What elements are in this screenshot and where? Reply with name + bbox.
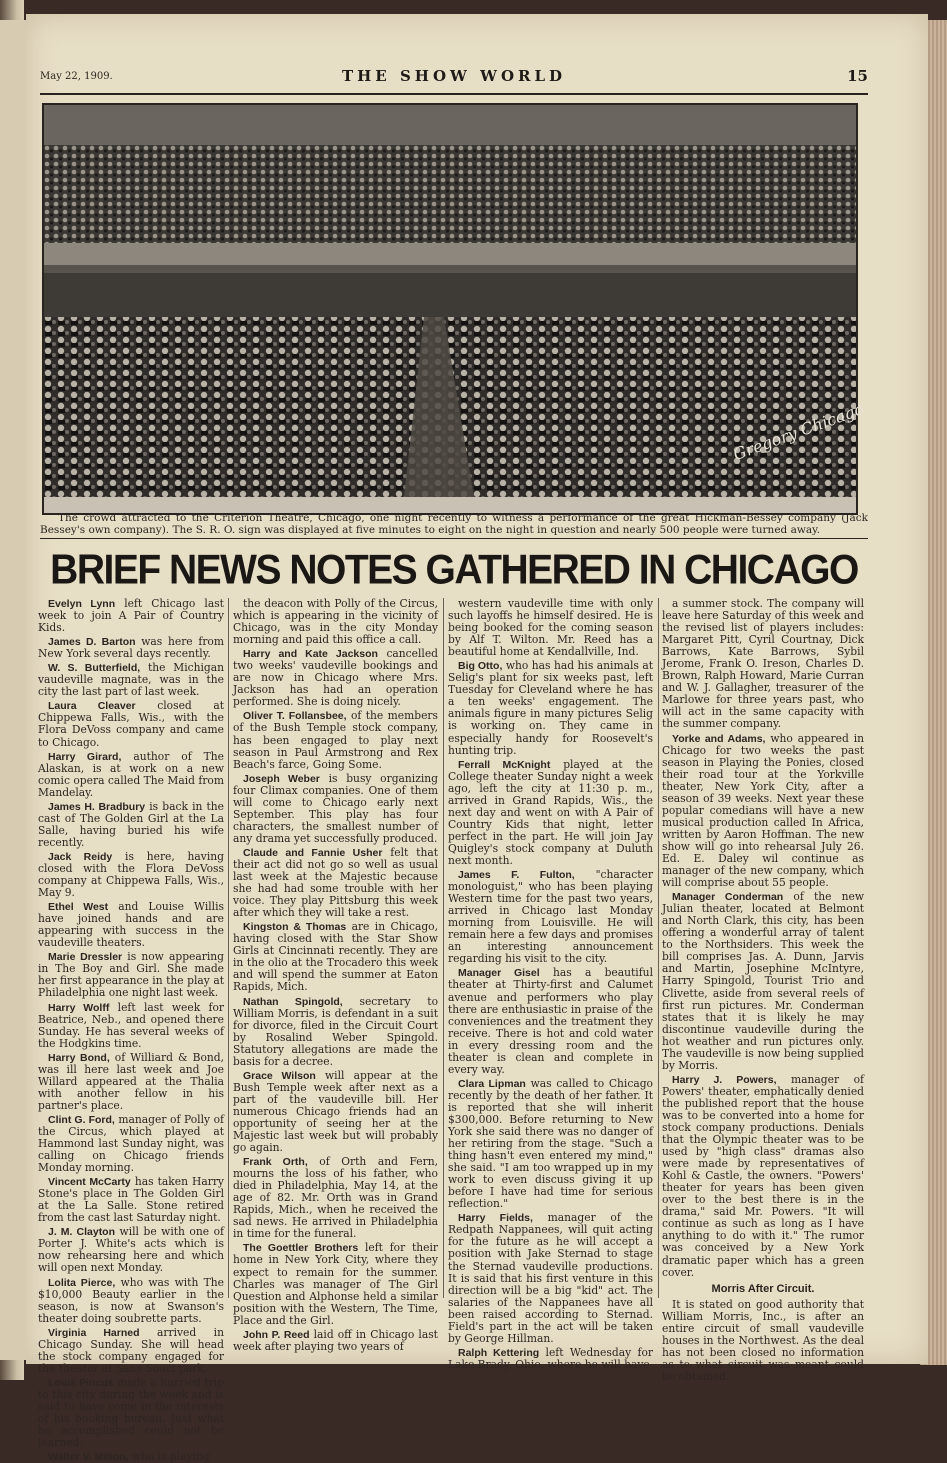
masthead-title: THE SHOW WORLD (341, 67, 567, 85)
news-item (233, 710, 438, 770)
news-item-text: has taken Harry Stone's place in The Golden Girl at the La Salle. Stone retired from the cast last Saturday night. (38, 1175, 224, 1225)
news-item-name: John P. Reed (243, 1328, 310, 1341)
news-item-text: will appear at the Bush Temple week after next as a part of the vaudeville bill. Her numerous Chicago friends had an opportunity of seeing her at the Majestic last week but will probably go again. (233, 1068, 439, 1155)
news-item (38, 851, 224, 899)
news-item-name: Manager Conderman (672, 891, 784, 904)
news-item-name: James H. Bradbury (48, 800, 146, 813)
news-item (38, 1377, 224, 1449)
news-item-text: manager of Powers' theater, emphatically denied the published report that the house was to be converted into a home for stock company productions. Denials that the Olympic theater was to be used by "high class" dramas also were made by representatives of Kohl & Castle, the owners. "Powers' theater for years has been given over to the best there is in the drama," said Mr. Powers. "It will continue as such as long as I have anything to do with it." The rumor was conceived by a New York dramatic paper which has a green cover. (662, 1072, 864, 1279)
news-item-name: W. S. Butterfield, (48, 662, 141, 675)
column-rule (228, 598, 229, 1298)
news-item-name: Harry Bond, (48, 1051, 110, 1064)
news-item-text: made a hurried trip to this city during the week and is said to have come in the interests of his booking bureau. Just what he accomplished could not be learned. (38, 1375, 224, 1450)
news-column-2 (233, 597, 439, 1353)
news-item-name: James F. Fulton, (458, 869, 575, 882)
news-item-name: Frank Orth, (243, 1156, 308, 1169)
news-item (38, 1451, 224, 1463)
photo-caption: The crowd attracted to the Criterion Theatre, Chicago, one night recently to witness a performance of the great Hickman-Bessey company (Jack Bessey's own company). The S. R. O. sign was displayed at five minutes to eight on the night in question and nearly 500 people were turned away. (40, 512, 868, 536)
news-item (662, 598, 864, 731)
news-item-name: Harry and Kate Jackson (243, 648, 378, 661)
news-item-name: Harry Fields, (458, 1212, 533, 1225)
news-item-text: author of The Alaskan, is at work on a new comic opera called The Maid from Mandelay. (38, 749, 224, 799)
news-item-name: Harry J. Powers, (672, 1073, 777, 1086)
news-item-name: Big Otto, (458, 660, 503, 673)
news-item (233, 1242, 438, 1326)
news-item (233, 1070, 438, 1154)
news-item-name: Manager Gisel (458, 967, 540, 980)
news-item (448, 598, 653, 658)
news-item-name: Ethel West (48, 901, 109, 914)
news-column-4 (662, 597, 865, 1383)
news-item (448, 869, 653, 965)
news-item-text: who appeared in Chicago for two weeks the past season in Playing the Ponies, closed their road tour at the Yorkville theater, New York City, after a season of 39 weeks. Next year these popular comedians will have a new musical production called In Africa, written by Aaron Hoffman. The new show will go into rehearsal July 26. Ed. E. Daley wil continue as manager of the new company, which will comprise about 55 people. (662, 731, 864, 890)
news-item (38, 700, 224, 748)
news-item-text: was here from New York several days recently. (38, 635, 224, 661)
news-item-text: manager of the Redpath Nappanees, will quit acting for the future as he will accept a position with Jake Sternad to stage the Sternad vaudeville productions. It is said that his first venture in this direction will be a big "kid" act. The salaries of the Nappanees have all been raised according to Sternad. Field's part in the act will be taken by George Hillman. (448, 1211, 653, 1345)
news-item-text: left last week for Beatrice, Neb., and opened there Sunday. He has several weeks of the Hodgkins time. (38, 1000, 224, 1050)
theater-crowd-photo (42, 103, 867, 515)
page-number: 15 (847, 67, 868, 85)
news-item-text: who has had his animals at Selig's plant for six weeks past, left Tuesday for Cleveland where he has a ten weeks' engagement. The animals figure in many pictures Selig is working on. They came in especially handy for Roosevelt's hunting trip. (448, 659, 653, 757)
news-item-name: Oliver T. Follansbee, (243, 710, 347, 723)
news-item (38, 951, 224, 999)
news-item (448, 1078, 653, 1211)
news-item-text: "character monologuist," who has been playing Western time for the past two years, arrived in Chicago last Monday morning from Louisville. He will remain here a few days and promises an interesting announcement regarding his visit to the city. (448, 868, 653, 966)
news-item-name: Joseph Weber (243, 772, 320, 785)
news-item-name: Vincent McCarty (48, 1176, 131, 1189)
header-rule (40, 93, 868, 95)
news-item (38, 1277, 224, 1325)
news-column-3 (448, 597, 653, 1371)
news-item-text: has a beautiful theater at Thirty-first and Calumet avenue and performers who play there are enthusiastic in praise of the conveniences and the treatment they receive. There is hot and cold water in every dressing room and the theater is clean and complete in every way. (448, 966, 653, 1076)
news-item-name: Grace Wilson (243, 1069, 316, 1082)
news-item (38, 1327, 224, 1375)
news-item (233, 847, 438, 919)
news-item-text: laid off in Chicago last week after playing two years of (233, 1327, 438, 1353)
news-item-name: Ferrall McKnight (458, 758, 551, 771)
column-rule (443, 598, 444, 1298)
news-item-name: Harry Girard, (48, 750, 122, 763)
news-item-name: Ralph Kettering (458, 1346, 540, 1359)
news-item-name: Harry Wolff (48, 1001, 110, 1014)
news-item-text: is back in the cast of The Golden Girl at the La Salle, having buried his wife recently. (38, 799, 224, 849)
news-item-text: the deacon with Polly of the Circus, which is appearing in the vicinity of Chicago, was in the city Monday morning and paid this office a call. (233, 597, 438, 647)
news-item-name: Virginia Harned (48, 1326, 140, 1339)
news-item (448, 1347, 653, 1371)
photographer-signature: Gregory Chicago (730, 399, 867, 465)
news-item-text: of the new Julian theater, located at Belmont and North Clark, this city, has been offering a wonderful array of talent to the Northsiders. This week the bill comprises Jas. A. Dunn, Jarvis and Martin, Josephine McIntyre, Harry Spingold, Tourist Trio and Clivette, aside from several reels of first run pictures. Mr. Conderman states that it is likely he may discontinue vaudeville during the hot weather and run pictures only. The vaudeville is now being supplied by Morris. (662, 890, 865, 1072)
news-item-name: Walter V. Milton, (48, 1451, 129, 1463)
news-item-name: Clara Lipman (458, 1077, 526, 1090)
news-item-text: played at the College theater Sunday night a week ago, left the city at 11:30 p. m., arrived in Grand Rapids, Wis., the next day and went on with A Pair of Country Kids that night, letter perfect in the part. He will join Jay Quigley's stock company at Duluth next month. (448, 757, 653, 867)
news-item-text: and Louise Willis have joined hands and are appearing with success in the vaudeville theaters. (38, 900, 224, 950)
news-item (448, 1212, 653, 1345)
news-headline: BRIEF NEWS NOTES GATHERED IN CHICAGO (50, 547, 858, 594)
news-item (448, 967, 653, 1075)
news-item-name: J. M. Clayton (48, 1226, 116, 1239)
news-item-name: Claude and Fannie Usher (243, 846, 383, 859)
news-item (38, 662, 224, 698)
news-item-name: Kingston & Thomas (243, 921, 347, 934)
caption-rule (40, 538, 868, 539)
section-heading: Morris After Circuit. (711, 1282, 815, 1295)
news-item-text: secretary to William Morris, is defendant in a suit for divorce, filed in the Circuit Court by Rosalind Weber Spingold. Statutory allegations are made the basis for a decree. (233, 994, 439, 1068)
news-item (233, 1329, 438, 1353)
news-item-text: It is stated on good authority that William Morris, Inc., is after an entire circuit of small vaudeville houses in the Northwest. As the deal has not been closed no information as to what circuit was meant could be obtained. (662, 1297, 864, 1383)
news-item-text: who is playing (131, 1450, 210, 1463)
news-item-name: Lolita Pierce, (48, 1276, 116, 1289)
news-item (38, 751, 224, 799)
news-item-name: Louis Pincus (48, 1376, 114, 1389)
news-item-name: Laura Cleaver (48, 700, 136, 713)
news-item-text: of Williard & Bond, was ill here last week and Joe Willard appeared at the Thalia with another fellow in his partner's place. (38, 1050, 224, 1112)
news-item (233, 921, 438, 993)
news-item-text: was called to Chicago recently by the death of her father. It is reported that she will inherit $300,000. Before returning to New York she said there was no danger of her retiring from the stage. "Such a thing hasn't even entered my mind," she said. "I am too wrapped up in my work to even discuss giving it up before I have had time for serious reflection." (448, 1076, 653, 1211)
issue-date: May 22, 1909. (40, 71, 113, 82)
news-item-name: Jack Reidy (48, 850, 113, 863)
news-item (233, 598, 438, 646)
news-item (38, 1114, 224, 1174)
news-item-text: is busy organizing four Climax companies. One of them will come to Chicago early next September. This play has four characters, the smallest number of any drama yet successfully produced. (233, 771, 439, 845)
news-item-text: manager of Polly of the Circus, which played at Hammond last Sunday night, was calling on Chicago friends Monday morning. (38, 1112, 225, 1175)
news-item-name: Evelyn Lynn (48, 598, 116, 610)
news-item (662, 891, 864, 1072)
news-item-text: left Wednesday for Lake Brady, Ohio, where he will have (448, 1345, 653, 1371)
news-item (38, 901, 224, 949)
news-item (448, 660, 653, 756)
news-item-text: felt that their act did not go so well as usual last week at the Majestic because she had had some trouble with her voice. They play Pittsburg this week after which they will take a rest. (233, 845, 438, 920)
news-item-text: is now appearing in The Boy and Girl. She made her first appearance in the play at Philadelphia one night last week. (38, 950, 224, 1000)
news-item (38, 636, 224, 660)
news-item-name: Nathan Spingold, (243, 995, 343, 1008)
news-item-text: cancelled two weeks' vaudeville bookings and are now in Chicago where Mrs. Jackson has had an operation performed. She is doing nicely. (233, 647, 438, 709)
news-item-name: Marie Dressler (48, 951, 123, 964)
page-header (40, 67, 868, 89)
news-item-text: left Chicago last week to join A Pair of Country Kids. (38, 597, 224, 635)
previous-page-edge (0, 20, 27, 1360)
news-item-name: The Goettler Brothers (243, 1242, 359, 1255)
newspaper-page (26, 14, 928, 1463)
column-rule (658, 598, 659, 1298)
news-item (38, 1176, 224, 1224)
news-item (233, 1156, 438, 1240)
crowd-illustration (44, 105, 867, 513)
news-item-text: arrived in Chicago Sunday. She will head the stock company engaged for the theater at Sans Souci park. (38, 1325, 224, 1375)
news-column-1 (38, 597, 225, 1463)
news-item (38, 1002, 224, 1050)
news-item (38, 598, 224, 634)
news-item (233, 996, 438, 1068)
news-item-name: James D. Barton (48, 636, 136, 649)
news-item-text: of Orth and Fern, mourns the loss of his father, who died in Philadelphia, May 14, at the age of 82. Mr. Orth was in Grand Rapids, Mich., when he received the sad news. He arrived in Philadelphia in time for the funeral. (233, 1155, 438, 1241)
news-item (38, 801, 224, 849)
news-item-name: Clint G. Ford, (48, 1113, 115, 1126)
news-item (662, 1074, 864, 1279)
news-item-text: a summer stock. The company will leave here Saturday of this week and the revised list of players includes: Margaret Pitt, Cyril Courtnay, Dick Barrows, Kate Barrows, Sybil Jerome, Frank O. Ireson, Charles D. Brown, Ralph Howard, Marie Curran and W. J. Gallagher, treasurer of the Marlowe for three years past, who will act in the same capacity with the summer company. (662, 597, 864, 731)
news-item (662, 1299, 864, 1383)
news-item-text: the Michigan vaudeville magnate, was in the city the last part of last week. (38, 661, 224, 699)
news-item-name: Yorke and Adams, (672, 732, 766, 745)
news-item-text: will be with one of Porter J. White's acts which is now rehearsing here and which will open next Monday. (38, 1225, 224, 1275)
news-item-text: are in Chicago, having closed with the Star Show Girls at Cincinnati recently. They are in the olio at the Trocadero this week and will spend the summer at Eaton Rapids, Mich. (233, 920, 438, 994)
news-item (448, 759, 653, 867)
news-item (233, 773, 438, 845)
news-item-text: closed at Chippewa Falls, Wis., with the Flora DeVoss company and came to Chicago. (38, 699, 224, 749)
news-item (662, 733, 864, 890)
news-item-text: left for their home in New York City, where they expect to remain for the summer. Charles was manager of The Girl Question and Alphonse held a similar position with the Western, The Time, Place and the Girl. (233, 1241, 438, 1327)
news-item-text: western vaudeville time with only such layoffs he himself desired. He is being booked for the coming season by Alf T. Wilton. Mr. Reed has a beautiful home at Kendallville, Ind. (448, 597, 653, 659)
news-item (38, 1052, 224, 1112)
news-item-text: who was with The $10,000 Beauty earlier in the season, is now at Swanson's theater doing soubrette parts. (38, 1275, 224, 1325)
news-item-text: of the members of the Bush Temple stock company, has been engaged to play next season in Paul Armstrong and Rex Beach's farce, Going Some. (233, 709, 438, 771)
news-item (38, 1226, 224, 1274)
news-item (233, 648, 438, 708)
news-item-text: is here, having closed with the Flora DeVoss company at Chippewa Falls, Wis., May 9. (38, 849, 224, 900)
